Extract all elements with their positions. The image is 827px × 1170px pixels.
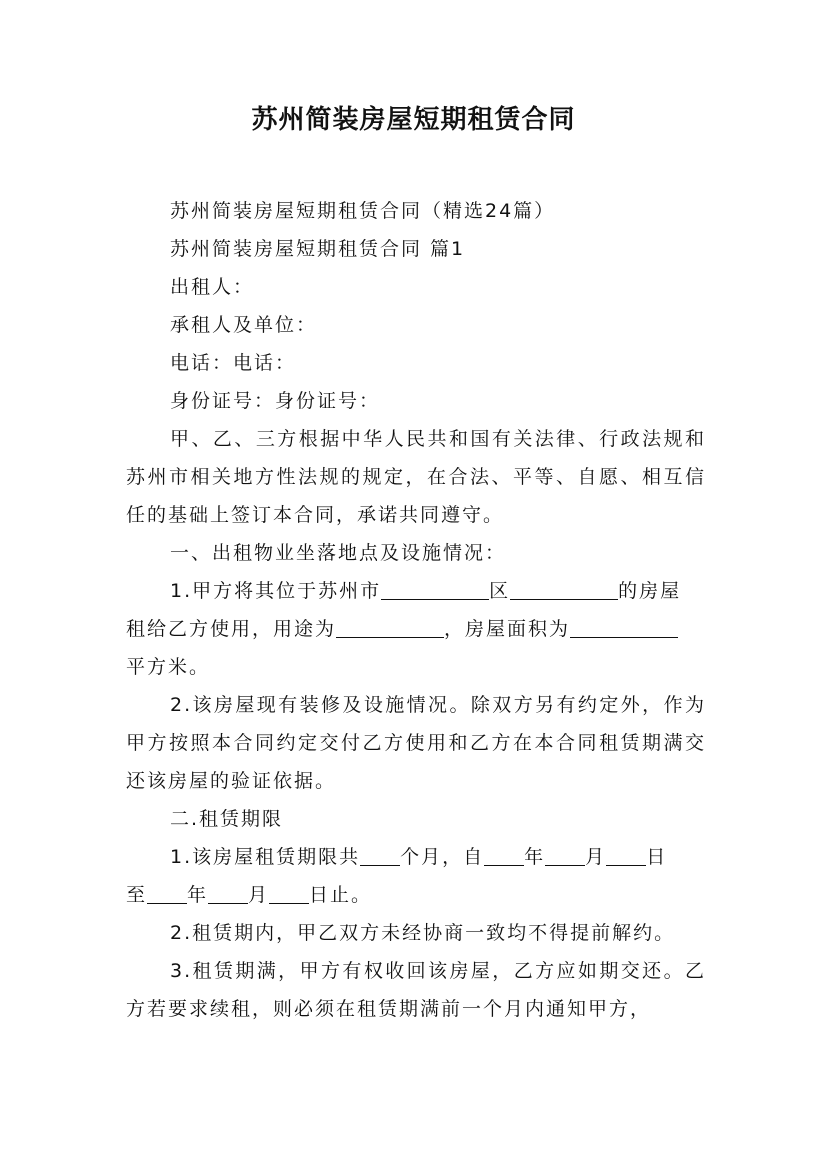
text-segment: 至	[126, 884, 148, 906]
section1-item1-line2	[126, 618, 678, 640]
section1-item1	[126, 572, 706, 686]
subtitle: 苏州简装房屋短期租赁合同（精选24篇）	[170, 200, 556, 222]
document-title: 苏州简装房屋短期租赁合同	[251, 105, 576, 135]
id-field: 身份证号：身份证号：	[170, 390, 381, 412]
blank-area-field	[570, 615, 678, 638]
blank-city-field	[381, 577, 489, 600]
blank-start-month-field	[545, 843, 585, 866]
section2-item1-line1	[170, 846, 667, 868]
blank-months-field	[360, 843, 400, 866]
text-segment: 1.甲方将其位于苏州市	[170, 580, 382, 602]
text-segment: 日止。	[309, 884, 373, 906]
section2-item3: 3.租赁期满，甲方有权收回该房屋，乙方应如期交还。乙方若要求续租，则必须在租赁期满前一个月内通知甲方，	[126, 960, 706, 1020]
text-segment: 年	[524, 846, 546, 868]
lessor-field: 出租人：	[170, 276, 255, 298]
document-body	[126, 192, 706, 1028]
section1-item1-line1	[170, 580, 681, 602]
blank-usage-field	[336, 615, 444, 638]
lessee-field: 承租人及单位：	[170, 314, 318, 336]
section2-item1	[126, 838, 706, 914]
blank-start-day-field	[606, 843, 646, 866]
text-segment: ，房屋面积为	[444, 618, 571, 640]
blank-end-month-field	[208, 881, 248, 904]
text-segment: 1.该房屋租赁期限共	[170, 846, 361, 868]
section2-heading: 二.租赁期限	[170, 808, 284, 830]
intro-paragraph: 甲、乙、三方根据中华人民共和国有关法律、行政法规和苏州市相关地方性法规的规定，在合法、平等、自愿、相互信任的基础上签订本合同，承诺共同遵守。	[126, 428, 706, 526]
blank-district-field	[510, 577, 618, 600]
text-segment: 月	[585, 846, 607, 868]
text-segment: 平方米。	[126, 656, 211, 678]
text-segment: 个月，自	[400, 846, 485, 868]
section2-item1-line2	[126, 884, 372, 906]
section1-heading: 一、出租物业坐落地点及设施情况：	[170, 542, 507, 564]
blank-end-day-field	[269, 881, 309, 904]
text-segment: 日	[646, 846, 668, 868]
text-segment: 租给乙方使用，用途为	[126, 618, 337, 640]
section1-item2: 2.该房屋现有装修及设施情况。除双方另有约定外，作为甲方按照本合同约定交付乙方使用和乙方在本合同租赁期满交还该房屋的验证依据。	[126, 694, 706, 792]
blank-start-year-field	[484, 843, 524, 866]
text-segment: 年	[187, 884, 209, 906]
section2-item2: 2.租赁期内，甲乙双方未经协商一致均不得提前解约。	[170, 922, 676, 944]
blank-end-year-field	[147, 881, 187, 904]
text-segment: 月	[248, 884, 270, 906]
part-heading: 苏州简装房屋短期租赁合同 篇1	[170, 238, 466, 260]
text-segment: 区	[489, 580, 511, 602]
text-segment: 的房屋	[618, 580, 682, 602]
phone-field: 电话：电话：	[170, 352, 297, 374]
